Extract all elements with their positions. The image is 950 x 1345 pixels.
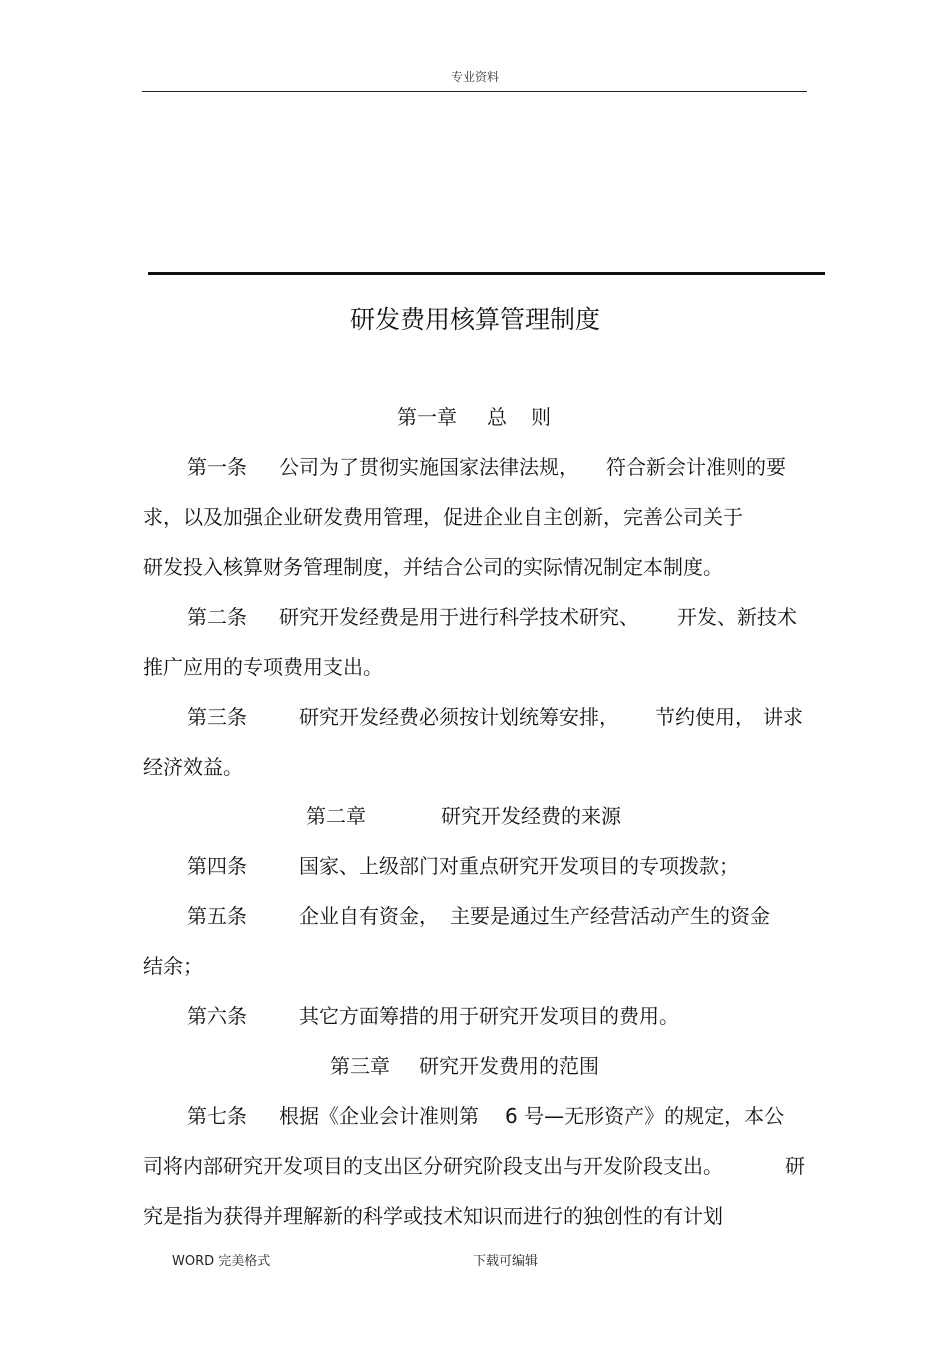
article-2-line-2: 推广应用的专项费用支出。 — [143, 655, 383, 679]
article-2-text-a: 研究开发经费是用于进行科学技术研究、 — [279, 605, 639, 629]
article-1-text-a: 公司为了贯彻实施国家法律法规， — [279, 455, 579, 479]
article-7-text-b: 6 号—无形资产》的规定，本公 — [505, 1104, 785, 1128]
footer-format-note: WORD 完美格式 — [172, 1254, 271, 1269]
article-1-line-2: 求，以及加强企业研发费用管理，促进企业自主创新，完善公司关于 — [143, 505, 743, 529]
article-3-text-c: 讲求 — [763, 705, 803, 729]
article-5-line-2: 结余； — [143, 954, 203, 978]
article-1-line-3: 研发投入核算财务管理制度，并结合公司的实际情况制定本制度。 — [143, 555, 723, 579]
article-7-label: 第七条 — [187, 1104, 247, 1128]
article-7-line-2: 司将内部研究开发项目的支出区分研究阶段支出与开发阶段支出。 — [143, 1154, 723, 1178]
article-6-text: 其它方面筹措的用于研究开发项目的费用。 — [299, 1004, 679, 1028]
chapter-3-title: 研究开发费用的范围 — [419, 1054, 599, 1078]
chapter-3-number: 第三章 — [330, 1054, 390, 1078]
article-3-text-a: 研究开发经费必须按计划统筹安排， — [299, 705, 619, 729]
article-1-label: 第一条 — [187, 455, 247, 479]
chapter-1-number: 第一章 — [397, 405, 457, 429]
article-3-text-b: 节约使用， — [655, 705, 755, 729]
article-4-label: 第四条 — [187, 854, 247, 878]
article-2-label: 第二条 — [187, 605, 247, 629]
article-7-line-2-end: 研 — [785, 1154, 805, 1178]
article-3-label: 第三条 — [187, 705, 247, 729]
article-5-label: 第五条 — [187, 904, 247, 928]
article-5-text-b: 主要是通过生产经营活动产生的资金 — [450, 904, 770, 928]
chapter-1-title-b: 则 — [531, 405, 551, 429]
article-1-text-b: 符合新会计准则的要 — [606, 455, 786, 479]
article-2-text-b: 开发、新技术 — [677, 605, 797, 629]
page-header: 专业资料 — [450, 70, 499, 84]
title-divider — [148, 272, 825, 275]
article-7-line-3: 究是指为获得并理解新的科学或技术知识而进行的独创性的有计划 — [143, 1204, 723, 1228]
header-divider — [142, 91, 807, 92]
chapter-2-number: 第二章 — [306, 804, 366, 828]
chapter-1-title-a: 总 — [487, 405, 507, 429]
chapter-2-title: 研究开发经费的来源 — [441, 804, 621, 828]
document-title: 研发费用核算管理制度 — [349, 305, 600, 334]
article-7-text-a: 根据《企业会计准则第 — [279, 1104, 479, 1128]
article-3-line-2: 经济效益。 — [143, 755, 243, 779]
footer-download-note: 下载可编辑 — [473, 1254, 539, 1269]
article-4-text: 国家、上级部门对重点研究开发项目的专项拨款； — [299, 854, 739, 878]
article-5-text-a: 企业自有资金， — [299, 904, 439, 928]
article-6-label: 第六条 — [187, 1004, 247, 1028]
